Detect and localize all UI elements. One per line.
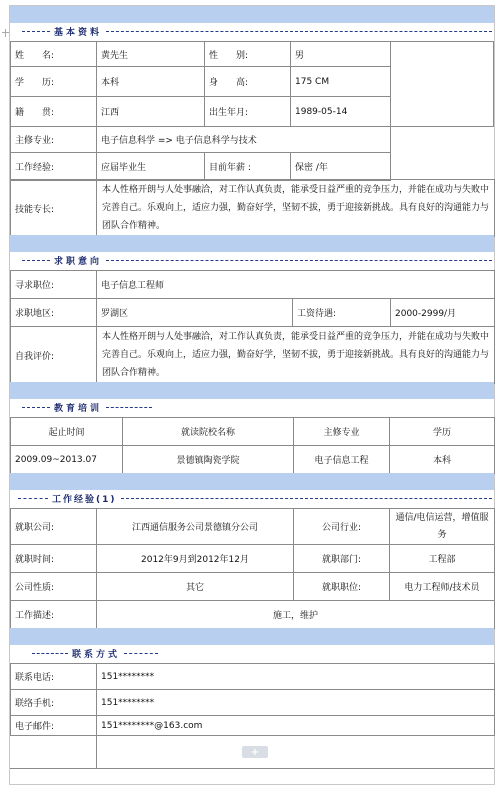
time-label: 就职时间: [11,545,97,573]
nature-value: 其它 [97,573,294,601]
exp-label: 工作经验: [11,153,97,181]
gender-value: 男 [291,42,391,67]
industry-label: 公司行业: [294,509,390,545]
email-value: 151********@163.com [97,716,495,736]
phone-value: 151******** [97,664,495,690]
gender-label: 性 别: [205,42,291,67]
role-label: 就职职位: [294,573,390,601]
edu-header-degree: 学历 [390,418,495,446]
contact-bottom-line [10,768,494,769]
birth-label: 出生年月: [205,97,291,127]
dept-label: 就职部门: [294,545,390,573]
intent-table [10,270,495,384]
basic-info-table-2 [10,126,391,181]
edu-header-major: 主修专业 [294,418,390,446]
edu-period: 2009.09~2013.07 [11,446,123,474]
height-label: 身 高: [205,67,291,97]
salary-now-value: 保密 /年 [291,153,391,181]
education-table [10,417,495,474]
basic-info-table [10,41,391,127]
exp-value: 应届毕业生 [97,153,205,181]
section-bar [10,628,494,645]
email-label: 电子邮件: [11,716,97,736]
origin-value: 江西 [97,97,205,127]
desc-value: 施工，维护 [97,601,495,629]
position-value: 电子信息工程师 [97,271,495,299]
salary-value: 2000-2999/月 [391,299,495,327]
area-label: 求职地区: [11,299,97,327]
origin-label: 籍 贯: [11,97,97,127]
salary-label: 工资待遇: [293,299,391,327]
role-value: 电力工程师/技术员 [390,573,495,601]
birth-value: 1989-05-14 [291,97,391,127]
expand-plus-button[interactable] [242,746,268,758]
section-title-work: 工作经验(1) [10,491,494,506]
section-title-basic: 基本资料 [10,24,494,39]
company-label: 就职公司: [11,509,97,545]
edu-degree: 本科 [390,446,495,474]
edu-school: 景德镇陶瓷学院 [123,446,294,474]
area-value: 罗湖区 [97,299,293,327]
skills-label: 技能专长: [11,180,97,237]
salary-now-label: 目前年薪 : [205,153,291,181]
major-value: 电子信息科学 => 电子信息科学与技术 [97,127,391,153]
industry-value: 通信/电信运营，增值服务 [390,509,495,545]
section-title-intent: 求职意向 [10,253,494,268]
section-title-education: 教育培训 [10,400,494,415]
section-title-contact: 联系方式 [10,646,494,661]
company-value: 江西通信服务公司景德镇分公司 [97,509,294,545]
edu-header-period: 起止时间 [11,418,123,446]
name-label: 姓 名: [11,42,97,67]
eval-value: 本人性格开朗与人处事融洽，对工作认真负责，能承受日益严重的竞争压力，并能在成功与失败中完善自己。乐观向上，适应力强，勤奋好学，坚韧不拔，勇于迎接新挑战。具有良好的沟通能力与团队合作精神。 [97,327,495,384]
photo-area [390,41,494,127]
major-label: 主修专业: [11,127,97,153]
mobile-value: 151******** [97,690,495,716]
section-bar [10,473,494,490]
skills-table [10,179,495,237]
eval-label: 自我评价: [11,327,97,384]
edu-header-school: 就读院校名称 [123,418,294,446]
contact-divider [96,735,97,768]
section-bar [10,6,494,23]
work-table [10,508,495,629]
position-label: 寻求职位: [11,271,97,299]
edu-major: 电子信息工程 [294,446,390,474]
name-value: 黄先生 [97,42,205,67]
section-bar [10,235,494,252]
desc-label: 工作描述: [11,601,97,629]
skills-value: 本人性格开朗与人处事融洽，对工作认真负责，能承受日益严重的竞争压力，并能在成功与失败中完善自己。乐观向上，适应力强，勤奋好学，坚韧不拔，勇于迎接新挑战。具有良好的沟通能力与团队合作精神。 [97,180,495,237]
height-value: 175 CM [291,67,391,97]
edu-value: 本科 [97,67,205,97]
section-bar [10,382,494,399]
nature-label: 公司性质: [11,573,97,601]
plus-icon: + [250,746,260,758]
resume-page [9,5,495,785]
contact-table [10,663,495,736]
dept-value: 工程部 [390,545,495,573]
edu-label: 学 历: [11,67,97,97]
phone-label: 联系电话: [11,664,97,690]
mobile-label: 联络手机: [11,690,97,716]
time-value: 2012年9月到2012年12月 [97,545,294,573]
